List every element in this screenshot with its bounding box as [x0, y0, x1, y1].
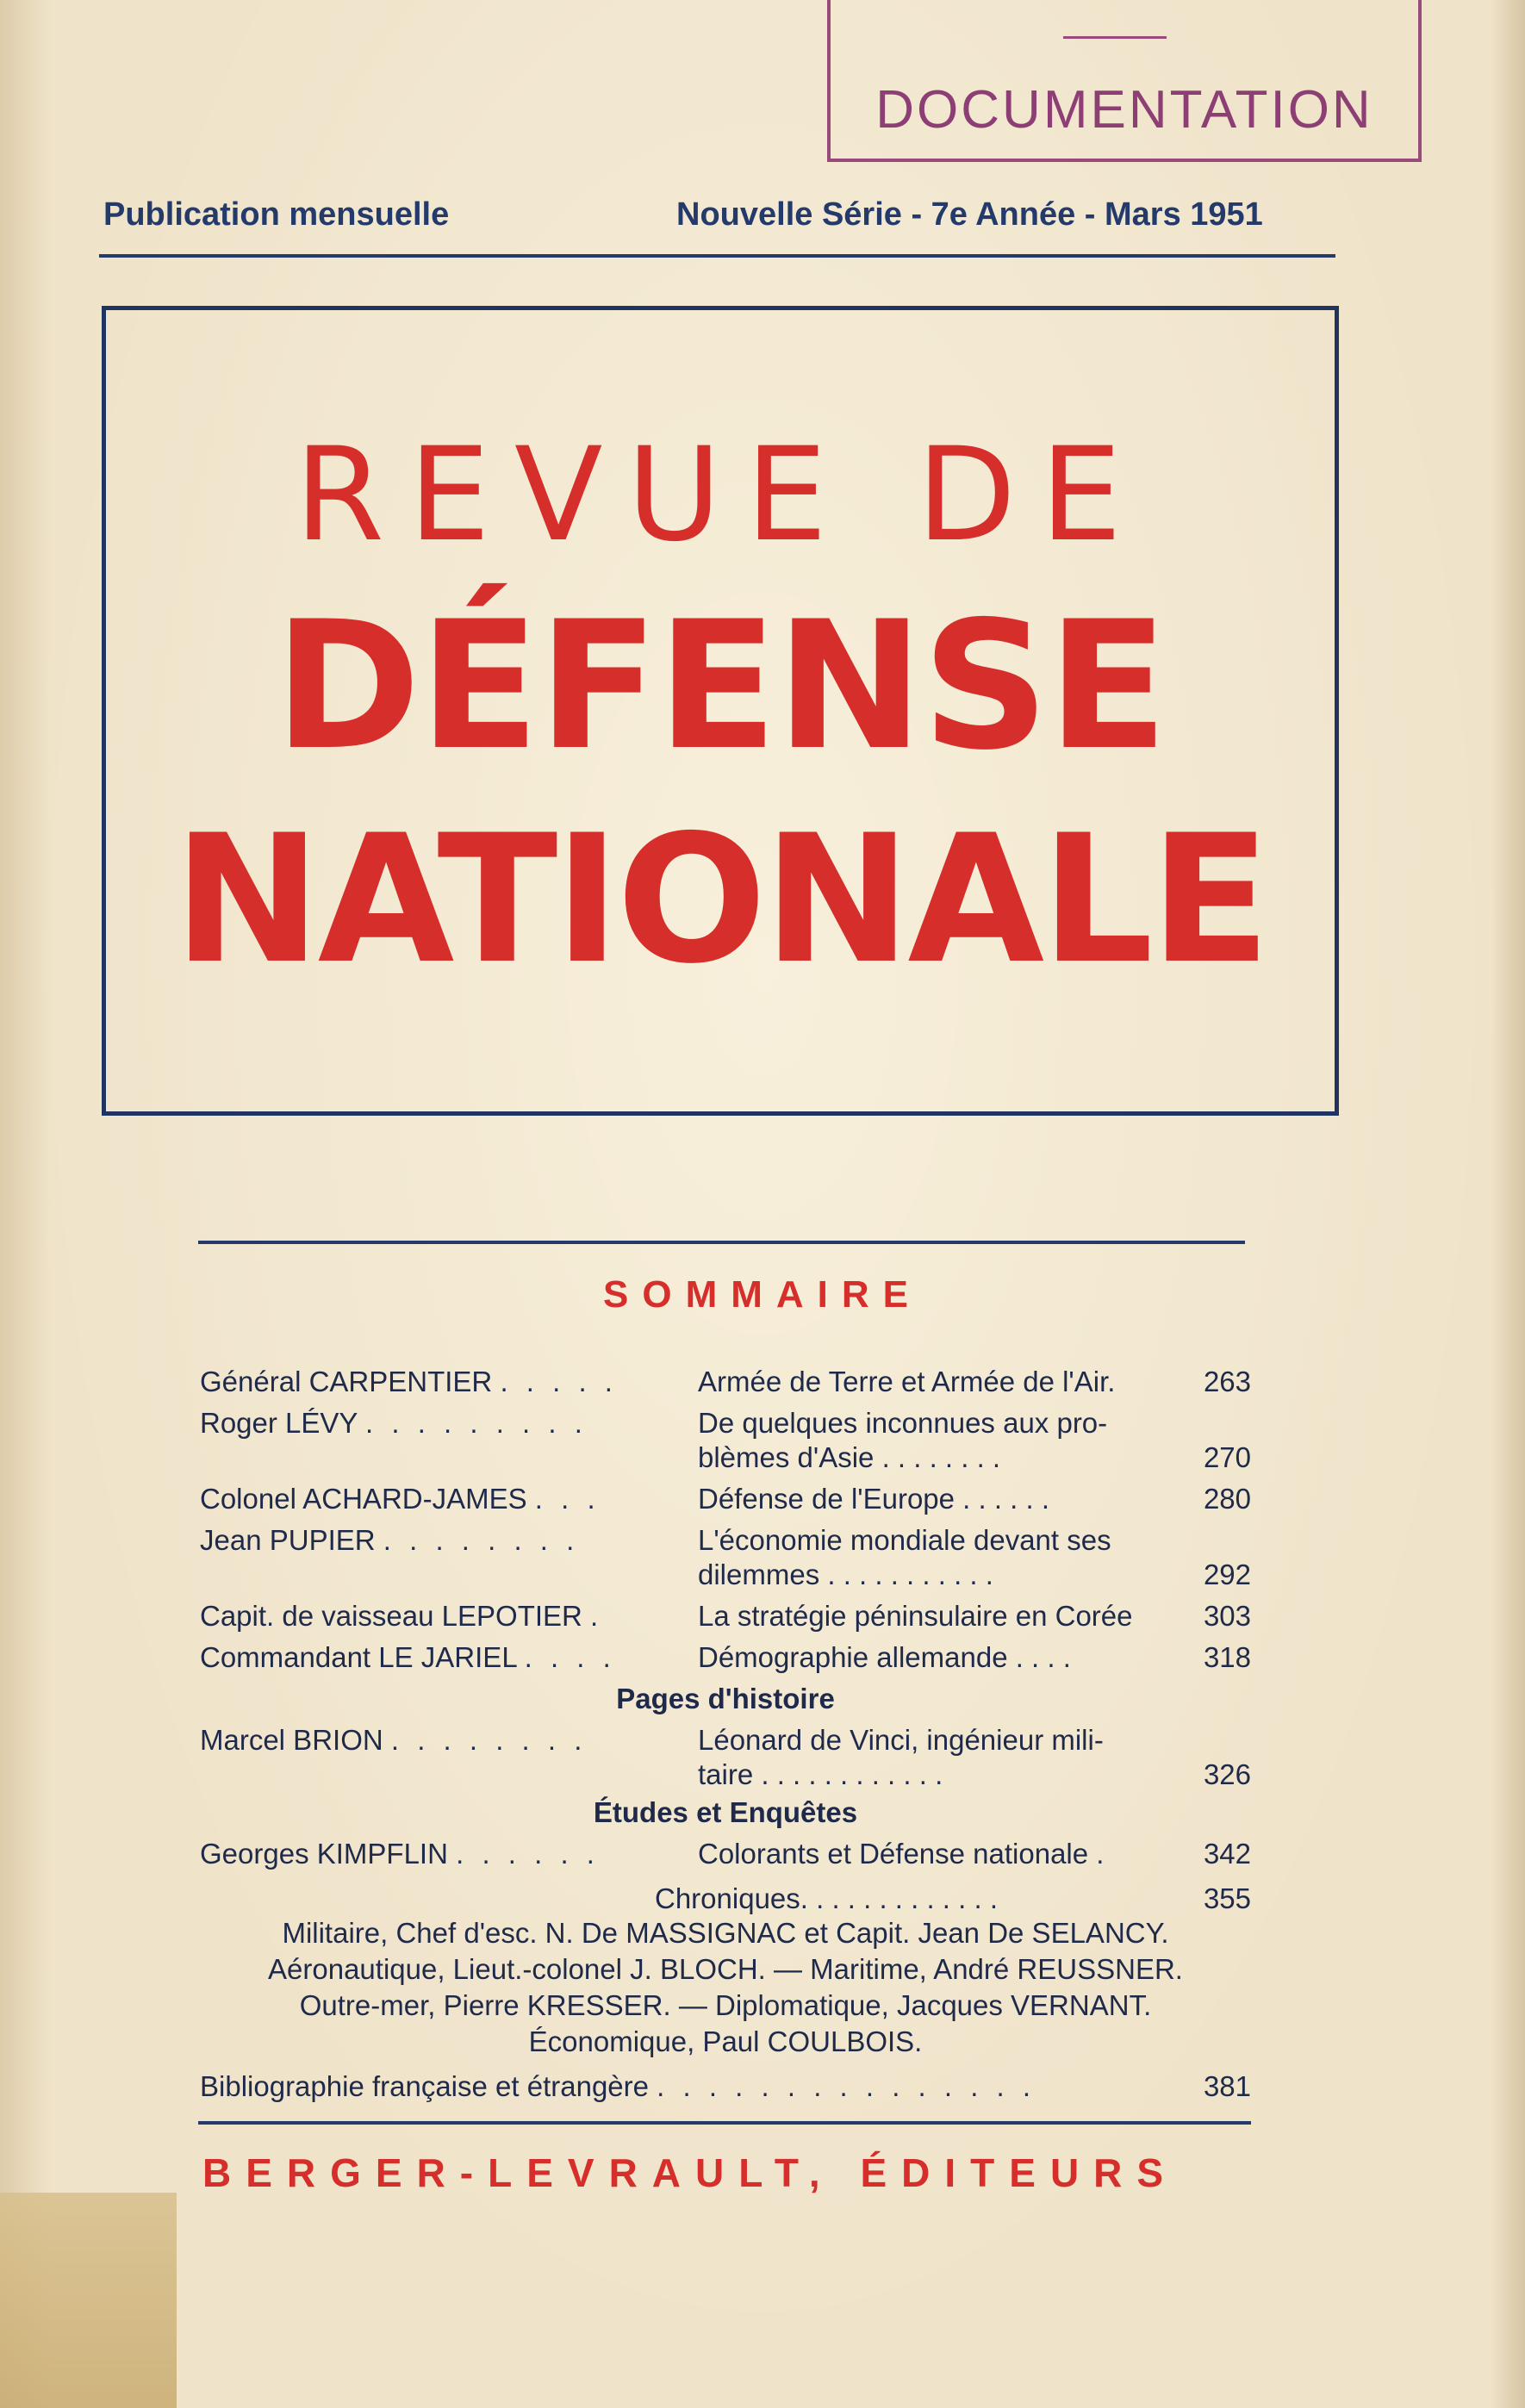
header-publication-frequency: Publication mensuelle — [103, 196, 450, 233]
toc-page: 342 — [1203, 1838, 1251, 1870]
toc-author: Roger LÉVY . . . . . . . . . — [200, 1407, 588, 1439]
toc-article-continued: taire . . . . . . . . . . . . — [698, 1758, 943, 1790]
toc-page: 263 — [1203, 1366, 1251, 1397]
toc-author: Marcel BRION . . . . . . . . — [200, 1724, 588, 1756]
chroniques-label: Chroniques. . . . . . . . . . . . . — [655, 1882, 998, 1914]
toc-article-continued: blèmes d'Asie . . . . . . . . — [698, 1441, 1001, 1473]
title-line-3: NATIONALE — [173, 798, 1267, 1003]
toc-page: 355 — [1203, 1882, 1251, 1914]
toc-author: Commandant LE JARIEL . . . . — [200, 1641, 616, 1673]
toc-article: De quelques inconnues aux pro- — [698, 1407, 1108, 1439]
documentation-stamp — [827, 0, 1422, 162]
toc-article: L'économie mondiale devant ses — [698, 1524, 1111, 1556]
toc-page: 270 — [1203, 1441, 1251, 1473]
title-line-2: DÉFENSE — [274, 584, 1167, 789]
toc-article: Défense de l'Europe . . . . . . — [698, 1483, 1050, 1515]
toc-article: Démographie allemande . . . . — [698, 1641, 1071, 1673]
toc-entry — [200, 1838, 1251, 1876]
header-rule — [99, 254, 1335, 258]
toc-article-continued: dilemmes . . . . . . . . . . . — [698, 1559, 993, 1590]
section-heading-studies: Études et Enquêtes — [593, 1796, 858, 1828]
publisher-name: BERGER-LEVRAULT, ÉDITEURS — [202, 2150, 1179, 2195]
toc-chroniques — [200, 1882, 1251, 1920]
toc-entry — [200, 1407, 1251, 1445]
toc-page: 303 — [1203, 1600, 1251, 1632]
toc-entry — [200, 1524, 1251, 1562]
library-label-tape — [0, 2193, 177, 2408]
section-heading-history: Pages d'histoire — [616, 1683, 835, 1714]
chronicle-line: Outre-mer, Pierre KRESSER. — Diplomatique, Jacques VERNANT. — [299, 1989, 1152, 2021]
toc-entry — [200, 1366, 1251, 1403]
toc-article: Colorants et Défense nationale . — [698, 1838, 1105, 1870]
title-line-1: REVUE DE — [294, 420, 1147, 570]
title-box — [102, 306, 1339, 1116]
toc-entry — [200, 1483, 1251, 1521]
toc-entry-continuation — [200, 1559, 1251, 1596]
toc-bibliography — [200, 2070, 1251, 2108]
chronicle-line: Économique, Paul COULBOIS. — [528, 2025, 923, 2057]
bibliography-label: Bibliographie française et étrangère . . . . . . . . . . . . . . . — [200, 2070, 1036, 2102]
toc-entry — [200, 1641, 1251, 1679]
toc-article: Armée de Terre et Armée de l'Air. — [698, 1366, 1116, 1397]
sommaire-bottom-rule — [198, 2121, 1251, 2125]
stamp-text: DOCUMENTATION — [875, 80, 1373, 140]
toc-article: Léonard de Vinci, ingénieur mili- — [698, 1724, 1104, 1756]
toc-page: 292 — [1203, 1559, 1251, 1590]
toc-author: Jean PUPIER . . . . . . . . — [200, 1524, 580, 1556]
toc-author: Général CARPENTIER . . . . . — [200, 1366, 618, 1397]
stamp-line — [1063, 36, 1167, 39]
sommaire-top-rule — [198, 1241, 1245, 1244]
toc-author: Capit. de vaisseau LEPOTIER . — [200, 1600, 604, 1632]
chronicle-line: Aéronautique, Lieut.-colonel J. BLOCH. — Maritime, André REUSSNER. — [268, 1953, 1183, 1985]
toc-article: La stratégie péninsulaire en Corée — [698, 1600, 1133, 1632]
toc-author: Georges KIMPFLIN . . . . . . — [200, 1838, 600, 1870]
toc-page: 280 — [1203, 1483, 1251, 1515]
chronicle-line: Militaire, Chef d'esc. N. De MASSIGNAC et Capit. Jean De SELANCY. — [282, 1917, 1169, 1949]
toc-page: 326 — [1203, 1758, 1251, 1790]
toc-entry — [200, 1724, 1251, 1762]
toc-page: 381 — [1203, 2070, 1251, 2102]
toc-author: Colonel ACHARD-JAMES . . . — [200, 1483, 601, 1515]
toc-entry — [200, 1600, 1251, 1638]
header-series-date: Nouvelle Série - 7e Année - Mars 1951 — [676, 196, 1263, 233]
sommaire-heading: SOMMAIRE — [603, 1273, 922, 1316]
toc-page: 318 — [1203, 1641, 1251, 1673]
toc-entry-continuation — [200, 1758, 1251, 1796]
toc-entry-continuation — [200, 1441, 1251, 1479]
